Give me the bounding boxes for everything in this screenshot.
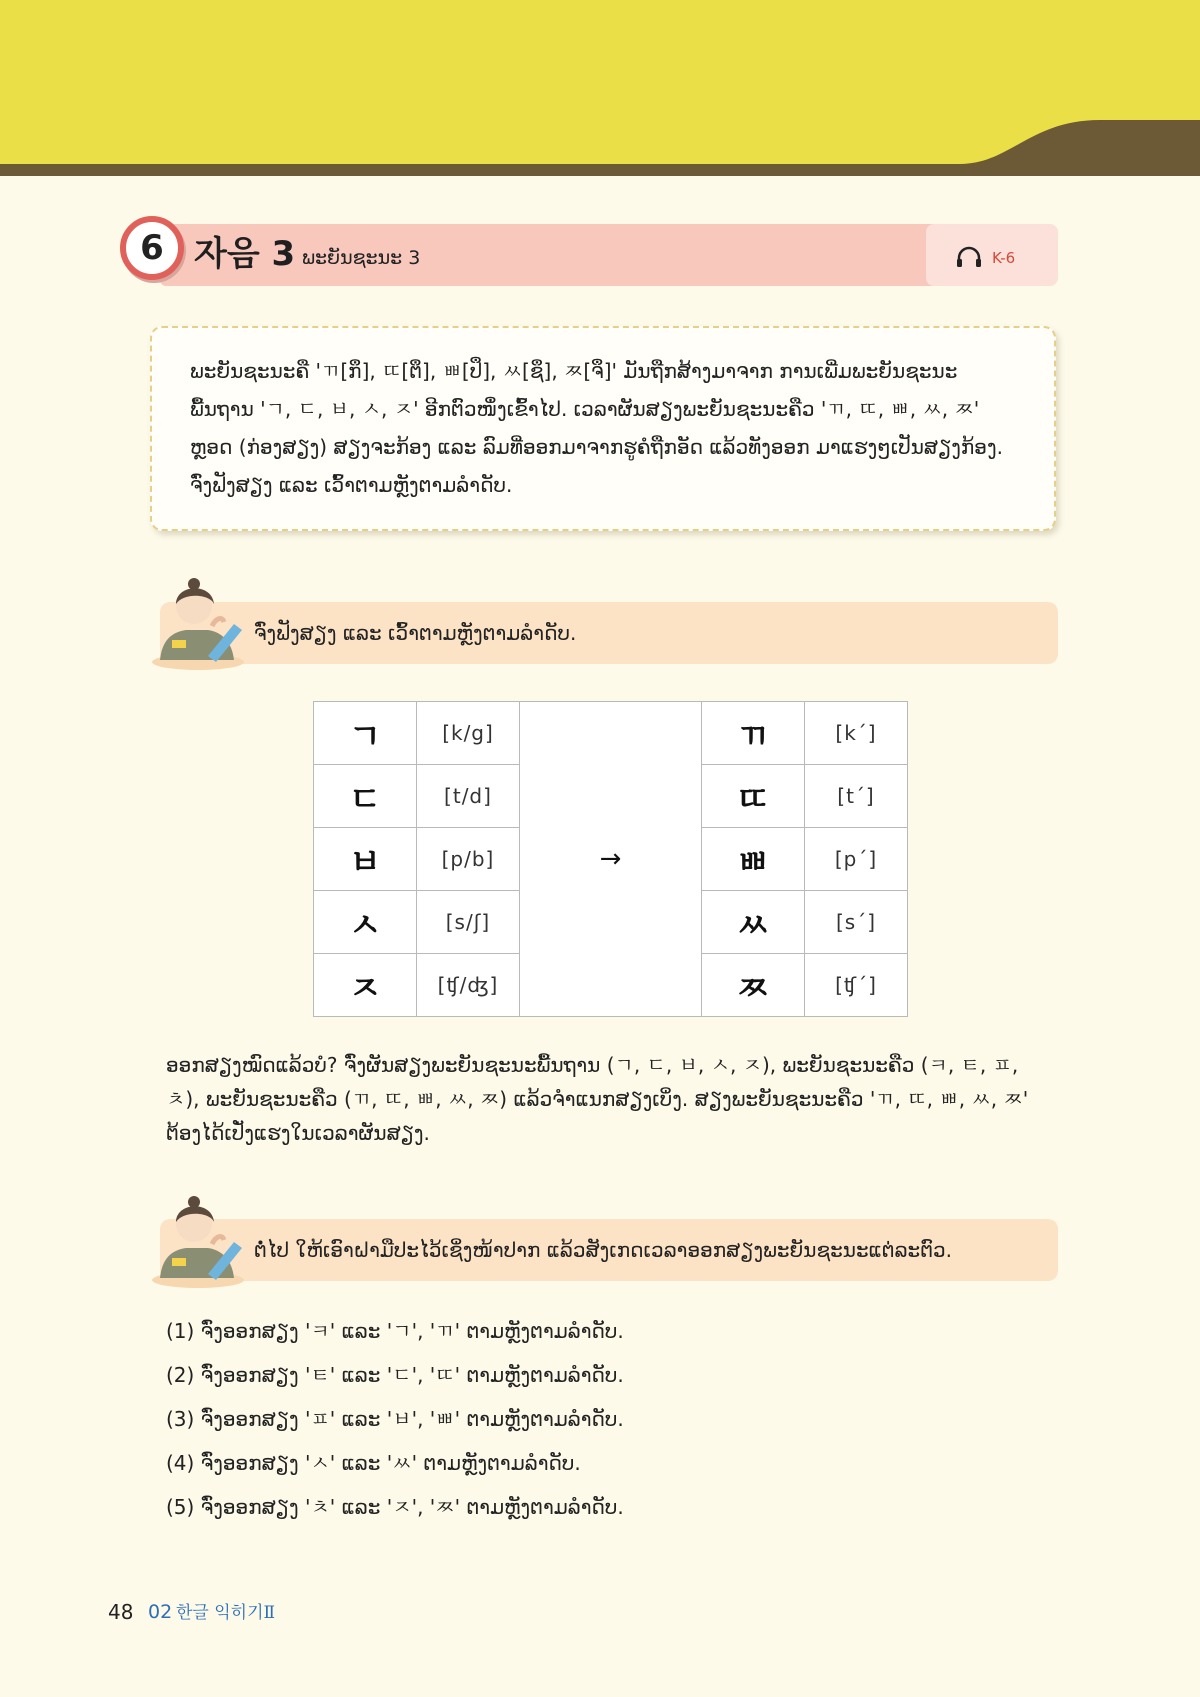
page-number: 48: [108, 1600, 134, 1624]
tense-ipa: [t´]: [805, 765, 908, 828]
basic-ipa: [p/b]: [417, 828, 520, 891]
intro-box: [150, 326, 1056, 531]
table-row: [314, 702, 908, 765]
tense-ipa: [ʧ´]: [805, 954, 908, 1017]
tense-ipa: [s´]: [805, 891, 908, 954]
tense-consonant: ㄸ: [702, 765, 805, 828]
practice-item-5: (5) ຈົ່ງອອກສຽງ 'ㅊ' ແລະ 'ㅈ', 'ㅉ' ຕາມຫຼັງຕາມລຳດັບ.: [166, 1495, 624, 1519]
section-subtitle: ພະຍັນຊະນະ 3: [302, 247, 421, 269]
basic-consonant: ㅂ: [314, 828, 417, 891]
section-title: 자음 3: [194, 234, 296, 274]
section-number-badge: [120, 216, 184, 280]
practice-item-2: (2) ຈົ່ງອອກສຽງ 'ㅌ' ແລະ 'ㄷ', 'ㄸ' ຕາມຫຼັງຕາມລຳດັບ.: [166, 1363, 624, 1387]
chapter-title: 한글 익히기Ⅱ: [176, 1603, 276, 1623]
tense-ipa: [k´]: [805, 702, 908, 765]
basic-consonant: ㄱ: [314, 702, 417, 765]
headphones-icon[interactable]: [956, 246, 982, 268]
tense-consonant: ㄲ: [702, 702, 805, 765]
basic-consonant: ㅈ: [314, 954, 417, 1017]
basic-ipa: [k/g]: [417, 702, 520, 765]
intro-text: ພະຍັນຊະນະຄື 'ㄲ[ກຶ], ㄸ[ຕຶ], ㅃ[ປຶ], ㅆ[ຊຶ], ㅉ[ຈຶ]' ມັນຖືກສ້າງມາຈາກ ການເພີ່ມພະຍັນຊະນະພື້ນຖານ 'ㄱ, ㄷ, ㅂ, ㅅ, ㅈ' ອີກຕົວໜຶ່ງເຂົ້າໄປ. ເວລາຜັນສຽງພະຍັນຊະນະຄືວ 'ㄲ, ㄸ, ㅃ, ㅆ, ㅉ' ຫຼອດ (ກ່ອງສຽງ) ສຽງຈະກ້ອງ ແລະ ລົມທີ່ອອກມາຈາກຮູຄໍຖືກອັດ ແລ້ວທັງອອກ ມາແຮງໆເປັນສຽງກ້ອງ. ຈົ່ງຟັງສຽງ ແລະ ເວົ້າຕາມຫຼັງຕາມລຳດັບ.: [190, 359, 1003, 497]
teacher-illustration-icon: [150, 1178, 246, 1288]
teacher-illustration-icon: [150, 560, 246, 670]
practice-item-3: (3) ຈົ່ງອອກສຽງ 'ㅍ' ແລະ 'ㅂ', 'ㅃ' ຕາມຫຼັງຕາມລຳດັບ.: [166, 1407, 624, 1431]
tense-consonant: ㅆ: [702, 891, 805, 954]
practice-item-1: (1) ຈົ່ງອອກສຽງ 'ㅋ' ແລະ 'ㄱ', 'ㄲ' ຕາມຫຼັງຕາມລຳດັບ.: [166, 1319, 624, 1343]
section-number: 6: [140, 228, 164, 268]
comparison-paragraph: ອອກສຽງໝົດແລ້ວບໍ? ຈົ່ງຜັນສຽງພະຍັນຊະນະພື້ນຖານ (ㄱ, ㄷ, ㅂ, ㅅ, ㅈ), ພະຍັນຊະນະຄືວ (ㅋ, ㅌ, ㅍ, ㅊ), ພະຍັນຊະນະຄືວ (ㄲ, ㄸ, ㅃ, ㅆ, ㅉ) ແລ້ວຈຳແນກສຽງເບິ່ງ. ສຽງພະຍັນຊະນະຄືວ 'ㄲ, ㄸ, ㅃ, ㅆ, ㅉ' ຕ້ອງໄດ້ເປັ່ງແຮງໃນເວລາຜັນສຽງ.: [166, 1053, 1029, 1145]
audio-track-code[interactable]: K-6: [992, 249, 1016, 267]
arrow-cell: [520, 702, 702, 1017]
consonant-table: [313, 701, 908, 1017]
tense-consonant: ㅉ: [702, 954, 805, 1017]
basic-ipa: [ʧ/ʤ]: [417, 954, 520, 1017]
instruction-text-2: ຕໍ່ໄປ ໃຫ້ເອົາຝາມືປະໄວ້ເຊິ່ງໜ້າປາກ ແລ້ວສັງເກດເວລາອອກສຽງພະຍັນຊະນະແຕ່ລະຕົວ.: [254, 1238, 953, 1262]
instruction-text-1: ຈົ່ງຟັງສຽງ ແລະ ເວົ້າຕາມຫຼັງຕາມລຳດັບ.: [254, 621, 577, 645]
top-decorative-band: [0, 0, 1200, 176]
chapter-number: 02: [148, 1601, 173, 1623]
practice-item-4: (4) ຈົ່ງອອກສຽງ 'ㅅ' ແລະ 'ㅆ' ຕາມຫຼັງຕາມລຳດັບ.: [166, 1451, 581, 1475]
basic-ipa: [s/ʃ]: [417, 891, 520, 954]
tense-consonant: ㅃ: [702, 828, 805, 891]
arrow-icon: →: [599, 844, 622, 874]
section-header: [120, 216, 1058, 286]
basic-consonant: ㄷ: [314, 765, 417, 828]
basic-ipa: [t/d]: [417, 765, 520, 828]
tense-ipa: [p´]: [805, 828, 908, 891]
basic-consonant: ㅅ: [314, 891, 417, 954]
